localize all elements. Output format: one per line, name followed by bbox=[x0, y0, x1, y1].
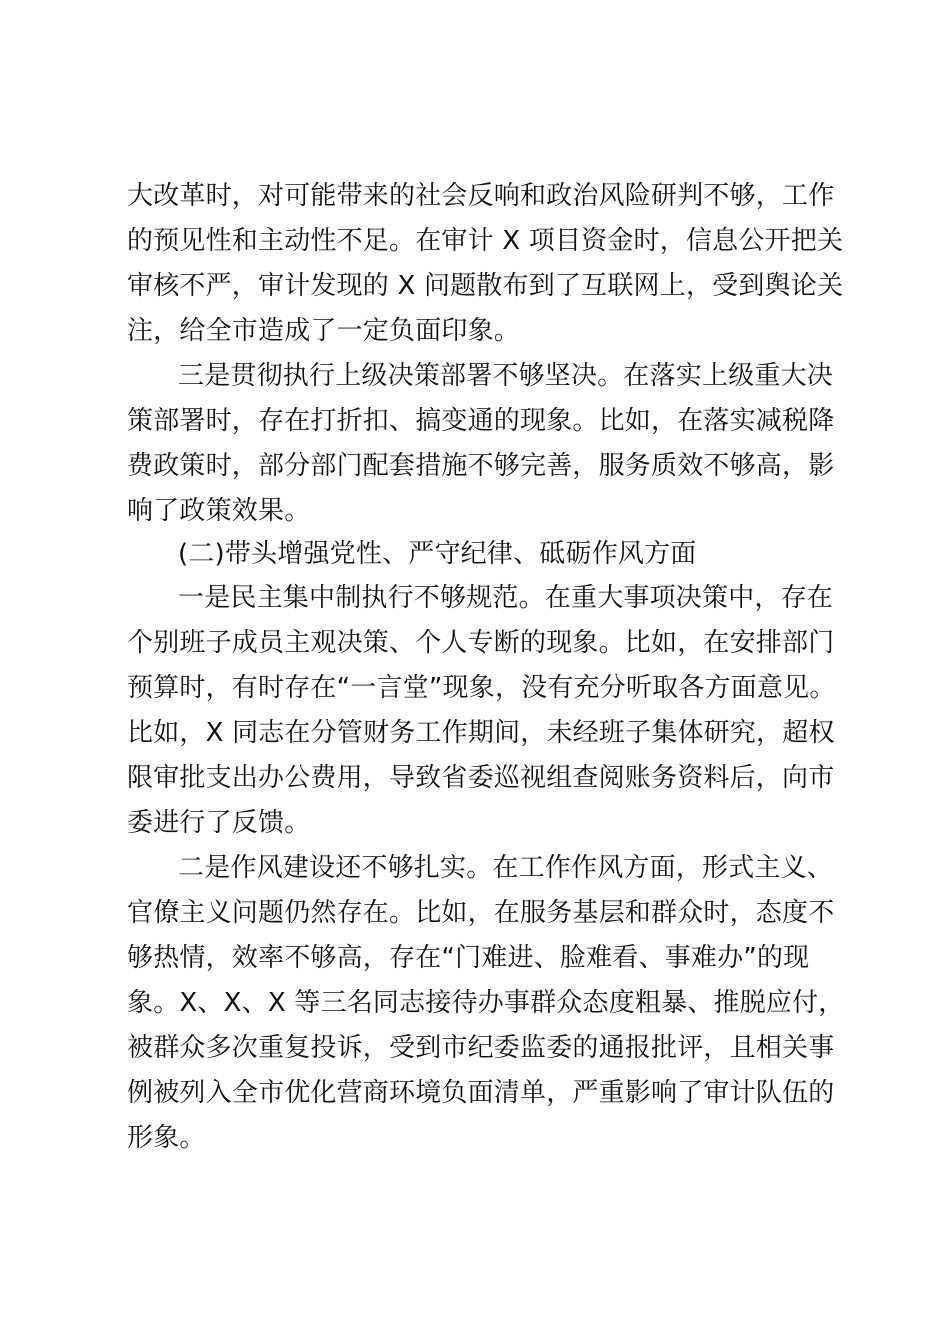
text-line: 审核不严，审计发现的 X 问题散布到了互联网上，受到舆论关 bbox=[127, 271, 844, 301]
text-line: 费政策时，部分部门配套措施不够完善，服务质效不够高，影 bbox=[127, 451, 835, 481]
text-line: 形象。 bbox=[127, 1123, 206, 1153]
text-line: 个别班子成员主观决策、个人专断的现象。比如，在安排部门 bbox=[127, 628, 835, 658]
text-line: 官僚主义问题仍然存在。比如，在服务基层和群众时，态度不 bbox=[127, 898, 835, 928]
text-line: 够热情，效率不够高，存在“门难进、脸难看、事难办”的现 bbox=[127, 943, 810, 973]
text-line: 预算时，有时存在“一言堂”现象，没有充分听取各方面意见。 bbox=[127, 673, 836, 703]
text-line: 象。X、X、X 等三名同志接待办事群众态度粗暴、推脱应付， bbox=[127, 988, 845, 1018]
paragraph-start: 一是民主集中制执行不够规范。在重大事项决策中，存在 bbox=[178, 583, 834, 613]
text-line: 响了政策效果。 bbox=[127, 496, 311, 526]
text-line: 策部署时，存在打折扣、搞变通的现象。比如，在落实减税降 bbox=[127, 406, 835, 436]
section-heading: (二)带头增强党性、严守纪律、砥砺作风方面 bbox=[178, 539, 697, 569]
text-line: 被群众多次重复投诉，受到市纪委监委的通报批评，且相关事 bbox=[127, 1033, 835, 1063]
text-line: 注，给全市造成了一定负面印象。 bbox=[127, 316, 521, 346]
text-line: 委进行了反馈。 bbox=[127, 808, 311, 838]
text-line: 限审批支出办公费用，导致省委巡视组查阅账务资料后，向市 bbox=[127, 763, 835, 793]
text-line: 比如，X 同志在分管财务工作期间，未经班子集体研究，超权 bbox=[127, 718, 835, 748]
text-line: 大改革时，对可能带来的社会反响和政治风险研判不够，工作 bbox=[127, 181, 835, 211]
paragraph-start: 二是作风建设还不够扎实。在工作作风方面，形式主义、 bbox=[178, 853, 834, 883]
text-line: 的预见性和主动性不足。在审计 X 项目资金时，信息公开把关 bbox=[127, 226, 844, 256]
paragraph-start: 三是贯彻执行上级决策部署不够坚决。在落实上级重大决 bbox=[178, 361, 834, 391]
text-line: 例被列入全市优化营商环境负面清单，严重影响了审计队伍的 bbox=[127, 1078, 835, 1108]
